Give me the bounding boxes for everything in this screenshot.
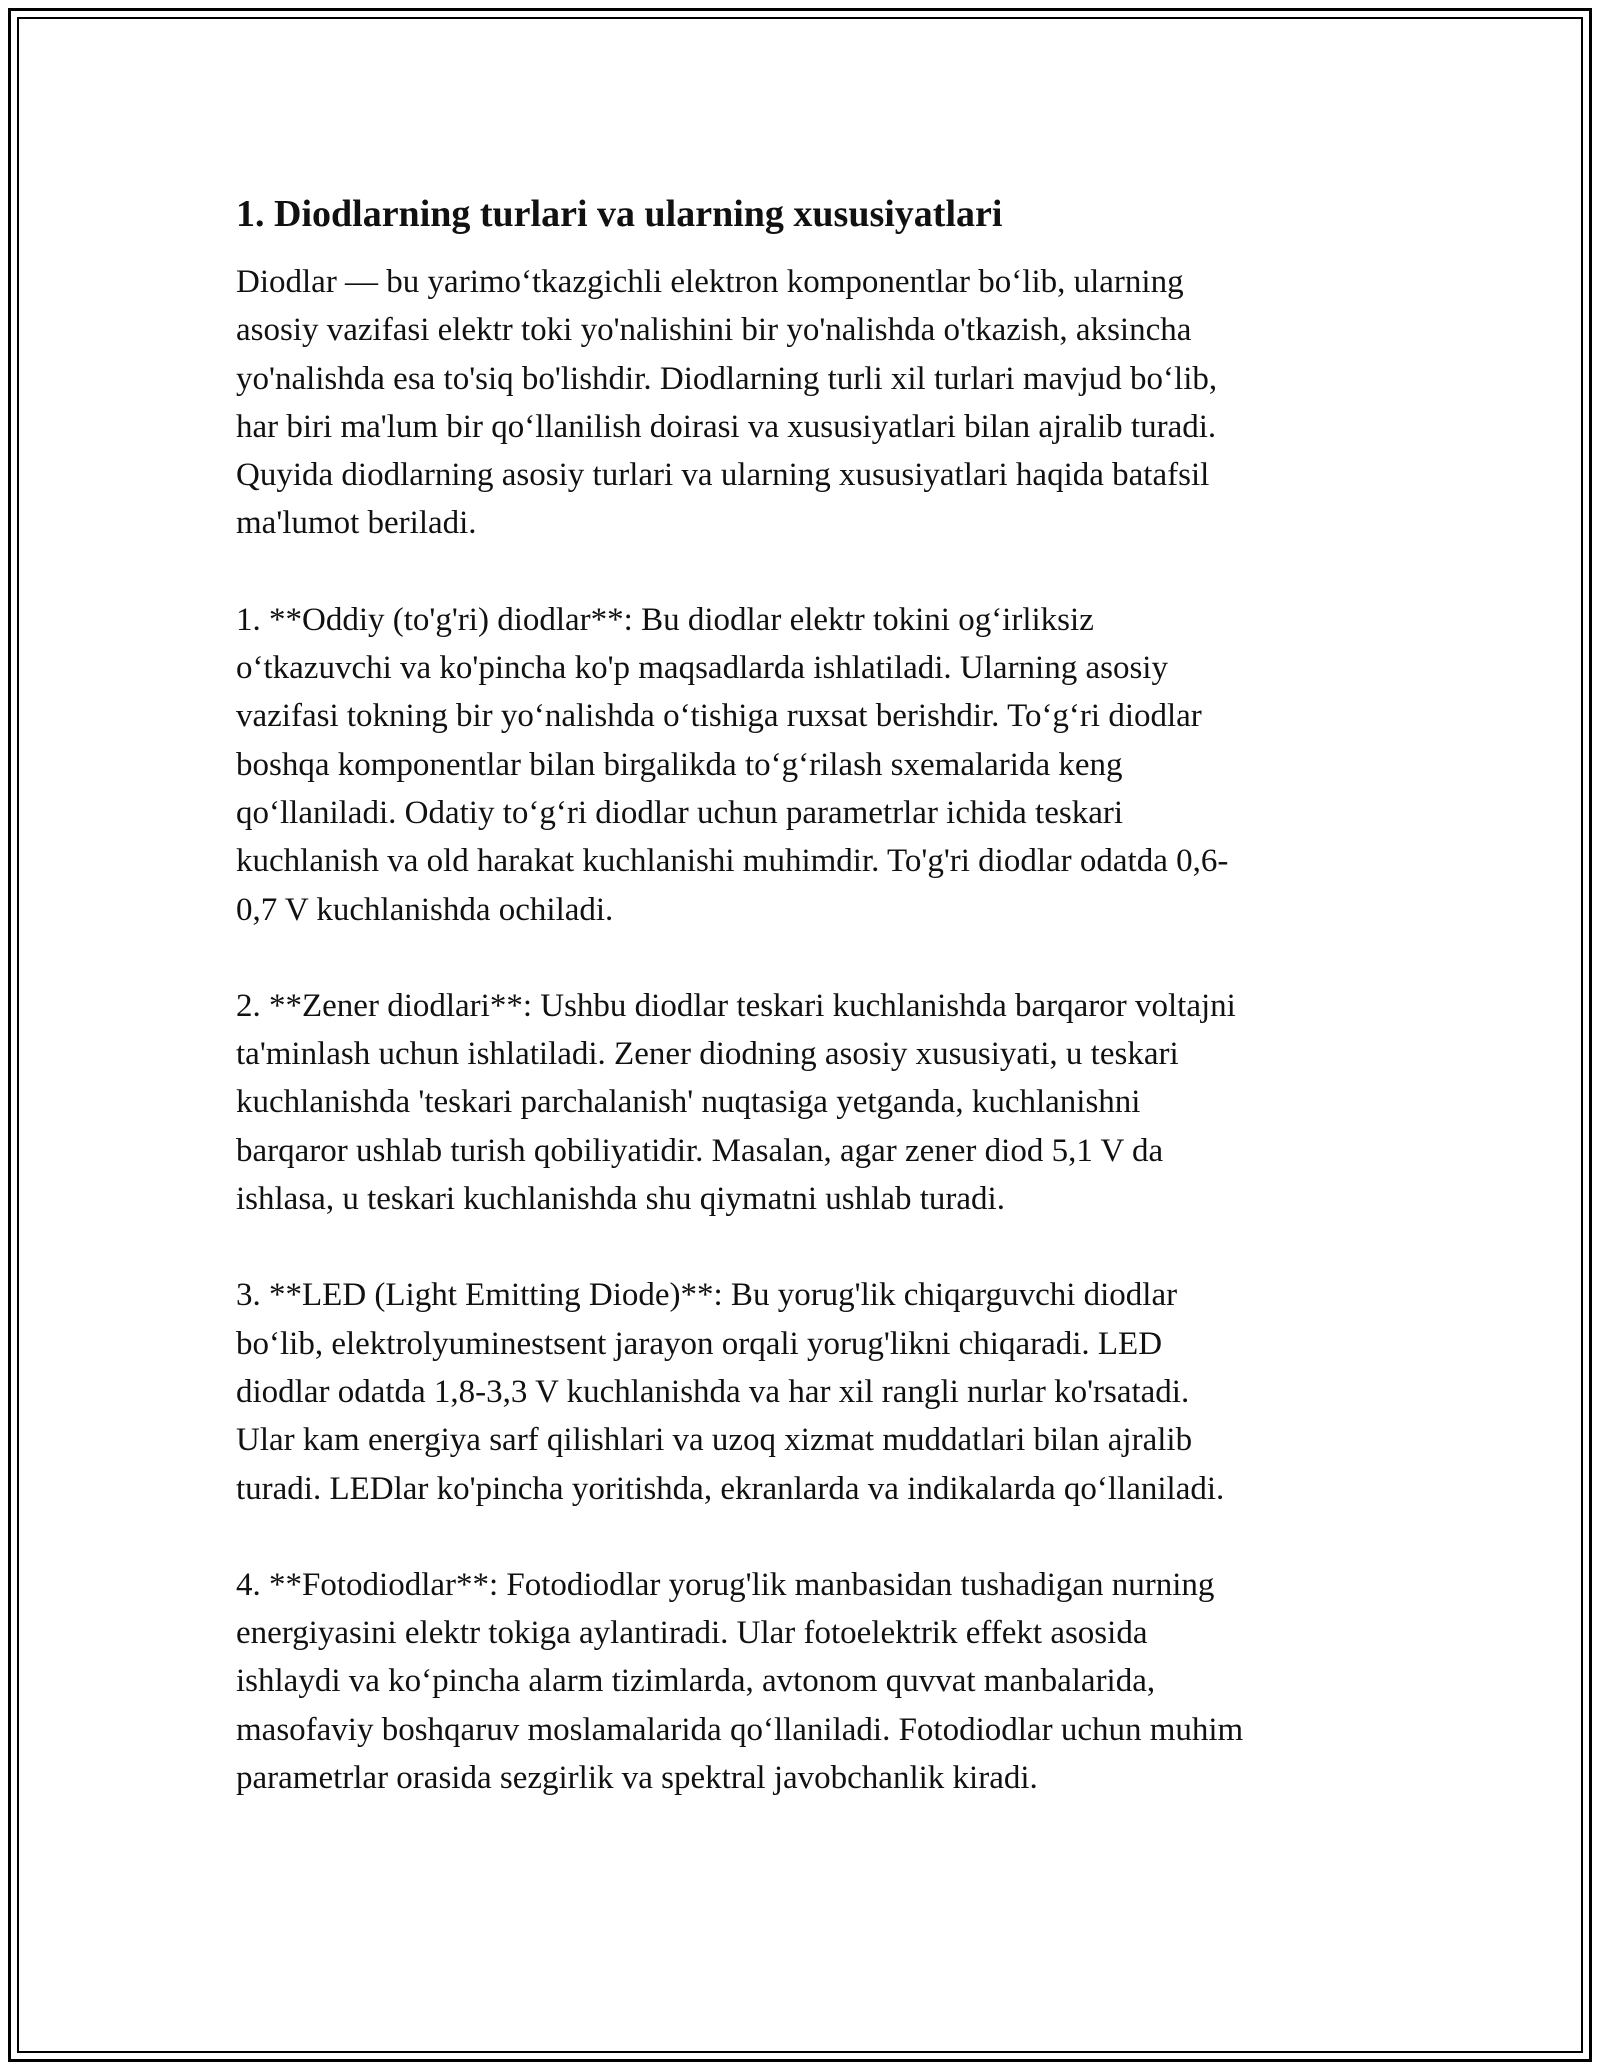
paragraph-photodiodes: [236, 1561, 1366, 1802]
paragraph-led: [236, 1271, 1366, 1512]
text-line: 3. **LED (Light Emitting Diode)**: Bu yorug'lik chiqarguvchi diodlar: [236, 1277, 1178, 1314]
text-line: ta'minlash uchun ishlatiladi. Zener diodning asosiy xususiyati, u teskari: [236, 1036, 1179, 1073]
text-line: ishlaydi va ko‘pincha alarm tizimlarda, avtonom quvvat manbalarida,: [236, 1663, 1156, 1700]
text-line: Ular kam energiya sarf qilishlari va uzoq xizmat muddatlari bilan ajralib: [236, 1422, 1193, 1459]
text-line: vazifasi tokning bir yo‘nalishda o‘tishiga ruxsat berishdir. To‘g‘ri diodlar: [236, 698, 1202, 735]
text-line: 2. **Zener diodlari**: Ushbu diodlar teskari kuchlanishda barqaror voltajni: [236, 987, 1236, 1024]
text-line: 4. **Fotodiodlar**: Fotodiodlar yorug'lik manbasidan tushadigan nurning: [236, 1566, 1215, 1603]
paragraph-zener-diodes: [236, 982, 1366, 1223]
document-heading: 1. Diodlarning turlari va ularning xususiyatlari: [236, 193, 1003, 235]
text-line: kuchlanish va old harakat kuchlanishi muhimdir. To'g'ri diodlar odatda 0,6-: [236, 843, 1229, 880]
text-line: asosiy vazifasi elektr toki yo'nalishini bir yo'nalishda o'tkazish, aksincha: [236, 312, 1192, 349]
text-line: Diodlar — bu yarimo‘tkazgichli elektron komponentlar bo‘lib, ularning: [236, 264, 1184, 300]
text-line: masofaviy boshqaruv moslamalarida qo‘llaniladi. Fotodiodlar uchun muhim: [236, 1711, 1244, 1748]
text-line: boshqa komponentlar bilan birgalikda to‘g‘rilash sxemalarida keng: [236, 746, 1123, 783]
text-line: 0,7 V kuchlanishda ochiladi.: [236, 891, 614, 928]
text-line: energiyasini elektr tokiga aylantiradi. Ular fotoelektrik effekt asosida: [236, 1615, 1148, 1652]
text-line: har biri ma'lum bir qo‘llanilish doirasi va xususiyatlari bilan ajralib turadi.: [236, 408, 1217, 445]
text-line: diodlar odatda 1,8-3,3 V kuchlanishda va har xil rangli nurlar ko'rsatadi.: [236, 1373, 1190, 1410]
paragraph-ordinary-diodes: [236, 596, 1366, 934]
text-line: turadi. LEDlar ko'pincha yoritishda, ekranlarda va indikalarda qo‘llaniladi.: [236, 1470, 1225, 1507]
text-line: bo‘lib, elektrolyuminestsent jarayon orqali yorug'likni chiqaradi. LED: [236, 1325, 1163, 1362]
text-line: ma'lumot beriladi.: [236, 505, 477, 542]
text-line: o‘tkazuvchi va ko'pincha ko'p maqsadlarda ishlatiladi. Ularning asosiy: [236, 650, 1168, 687]
text-line: Quyida diodlarning asosiy turlari va ularning xususiyatlari haqida batafsil: [236, 457, 1210, 494]
paragraph-intro: [236, 258, 1366, 548]
document-body: [236, 186, 1366, 1850]
text-line: ishlasa, u teskari kuchlanishda shu qiymatni ushlab turadi.: [236, 1181, 1005, 1218]
text-line: parametrlar orasida sezgirlik va spektral javobchanlik kiradi.: [236, 1760, 1038, 1797]
text-line: 1. **Oddiy (to'g'ri) diodlar**: Bu diodlar elektr tokini og‘irliksiz: [236, 601, 1094, 638]
text-line: kuchlanishda 'teskari parchalanish' nuqtasiga yetganda, kuchlanishni: [236, 1084, 1141, 1121]
text-line: yo'nalishda esa to'siq bo'lishdir. Diodlarning turli xil turlari mavjud bo‘lib,: [236, 360, 1218, 397]
text-line: barqaror ushlab turish qobiliyatidir. Masalan, agar zener diod 5,1 V da: [236, 1132, 1164, 1169]
text-line: qo‘llaniladi. Odatiy to‘g‘ri diodlar uchun parametrlar ichida teskari: [236, 794, 1124, 831]
